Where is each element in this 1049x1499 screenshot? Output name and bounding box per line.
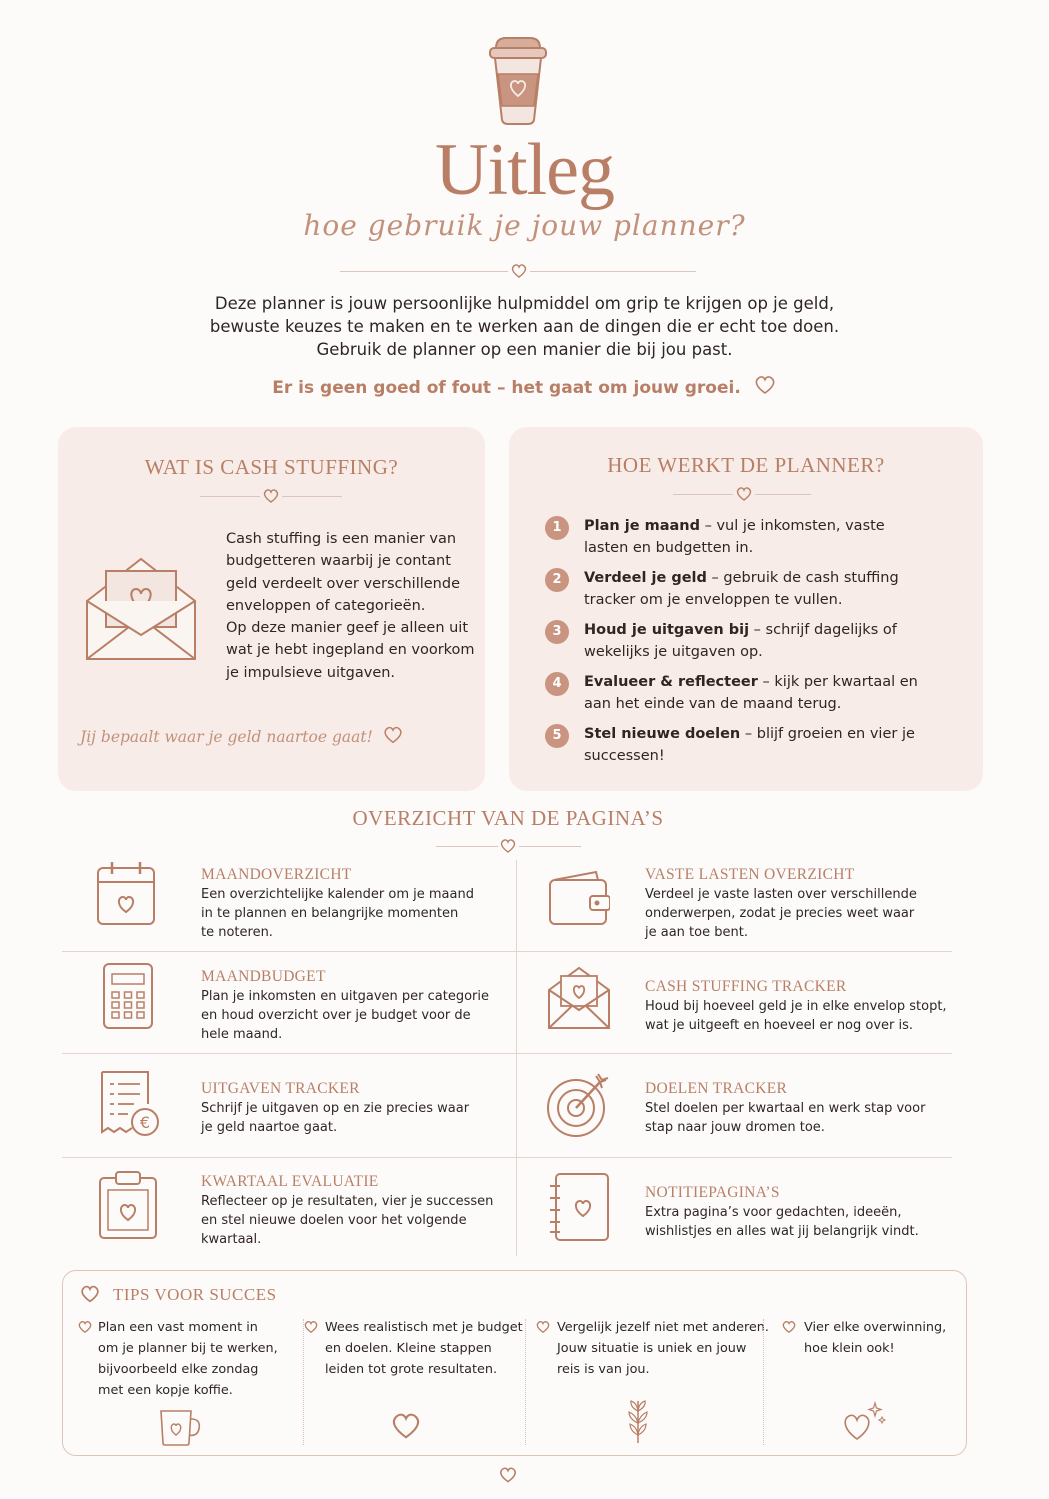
tip-line: Vergelijk jezelf niet met anderen.	[557, 1320, 769, 1335]
step-text	[584, 619, 924, 663]
mug-icon	[157, 1405, 205, 1447]
overview-item-desc	[201, 987, 501, 1044]
text-line: enveloppen of categorieën.	[226, 597, 426, 614]
how-it-works-title: HOE WERKT DE PLANNER?	[607, 453, 885, 477]
heart-outline-icon	[753, 374, 777, 396]
intro-line: Deze planner is jouw persoonlijke hulpmiddel om grip te krijgen op je geld,	[214, 294, 835, 313]
step-text	[584, 567, 924, 611]
tip-line: leiden tot grote resultaten.	[325, 1362, 498, 1377]
desc-line: en houd overzicht over je budget voor de	[201, 1008, 471, 1023]
overview-item-title: MAANDBUDGET	[201, 968, 326, 985]
heart-icon	[389, 1411, 423, 1441]
column-divider	[516, 860, 517, 1256]
tip-line: om je planner bij te werken,	[98, 1341, 278, 1356]
envelope-heart-icon	[84, 551, 198, 663]
tip-2	[325, 1317, 530, 1380]
tip-line: met een kopje koffie.	[98, 1383, 233, 1398]
cash-stuffing-panel	[58, 427, 485, 791]
desc-line: Stel doelen per kwartaal en werk stap voor	[645, 1101, 926, 1116]
tagline	[150, 374, 899, 402]
step-number: 2	[545, 568, 569, 592]
tip-separator	[303, 1319, 304, 1445]
overview-item-desc	[201, 1192, 501, 1249]
text-line: wat je hebt ingepland en voorkom	[226, 642, 475, 659]
divider-line	[340, 271, 508, 272]
overview-item-desc	[645, 885, 955, 942]
heart-outline-icon	[382, 725, 404, 745]
desc-line: je geld naartoe gaat.	[201, 1120, 338, 1135]
desc-line: Een overzichtelijke kalender om je maand	[201, 887, 474, 902]
overview-item-title: MAANDOVERZICHT	[201, 866, 352, 883]
desc-line: te noteren.	[201, 925, 273, 940]
desc-line: Verdeel je vaste lasten over verschillende	[645, 887, 917, 902]
footer-heart-icon	[498, 1466, 518, 1484]
step-3	[545, 619, 924, 663]
overview-item-desc	[645, 997, 955, 1035]
divider-line	[755, 494, 811, 495]
divider-line	[436, 846, 498, 847]
heart-outline-icon	[79, 1284, 101, 1304]
desc-line: Schrijf je uitgaven op en zie precies waar	[201, 1101, 470, 1116]
desc-line: wat je uitgeeft en hoeveel er nog over is.	[645, 1018, 914, 1033]
desc-line: Reflecteer op je resultaten, vier je successen	[201, 1194, 494, 1209]
heart-divider-icon	[499, 838, 517, 854]
tip-line: en doelen. Kleine stappen	[325, 1341, 492, 1356]
step-2	[545, 567, 924, 611]
intro-line: bewuste keuzes te maken en te werken aan de dingen die er echt toe doen.	[209, 317, 840, 336]
desc-line: Plan je inkomsten en uitgaven per categorie	[201, 989, 489, 1004]
tip-line: reis is van jou.	[557, 1362, 650, 1377]
tip-4	[804, 1317, 959, 1359]
step-text	[584, 515, 924, 559]
intro-text	[150, 292, 899, 361]
desc-line: Houd bij hoeveel geld je in elke envelop stopt,	[645, 999, 947, 1014]
overview-item-desc	[201, 1099, 501, 1137]
step-number: 4	[545, 672, 569, 696]
page-title: Uitleg	[435, 129, 614, 211]
step-bold: Verdeel je geld	[584, 570, 707, 586]
quote-text: Jij bepaalt waar je geld naartoe gaat!	[80, 728, 373, 746]
step-number: 3	[545, 620, 569, 644]
desc-line: hele maand.	[201, 1027, 283, 1042]
tips-box	[62, 1270, 967, 1456]
step-rest: – kijk per kwartaal en aan het einde van de maand terug.	[584, 674, 918, 712]
step-bold: Stel nieuwe doelen	[584, 726, 741, 742]
intro-line: Gebruik de planner op een manier die bij jou past.	[316, 340, 733, 359]
sparkle-heart-icon	[837, 1399, 887, 1445]
desc-line: Extra pagina’s voor gedachten, ideeën,	[645, 1205, 902, 1220]
tips-title: TIPS VOOR SUCCES	[113, 1285, 277, 1304]
svg-text:€: €	[139, 1113, 151, 1132]
tip-line: Jouw situatie is uniek en jouw	[557, 1341, 747, 1356]
cash-stuffing-text	[226, 528, 476, 684]
tip-3	[557, 1317, 772, 1380]
wallet-icon	[546, 866, 610, 936]
text-line: geld verdeelt over verschillende	[226, 575, 460, 592]
desc-line: kwartaal.	[201, 1232, 262, 1247]
quote	[80, 725, 470, 746]
heart-bullet-icon	[535, 1320, 551, 1334]
step-rest: – gebruik de cash stuffing tracker om je enveloppen te vullen.	[584, 570, 899, 608]
overview-item-title: UITGAVEN TRACKER	[201, 1080, 360, 1097]
tip-separator	[763, 1319, 764, 1445]
calendar-icon	[94, 860, 158, 930]
notebook-icon	[548, 1172, 612, 1242]
tip-line: Wees realistisch met je budget	[325, 1320, 523, 1335]
overview-item-desc	[201, 885, 501, 942]
clipboard-icon	[96, 1170, 160, 1240]
text-line: je impulsieve uitgaven.	[226, 664, 396, 681]
step-number: 1	[545, 516, 569, 540]
leaf-icon	[625, 1397, 651, 1445]
desc-line: je aan toe bent.	[645, 925, 748, 940]
step-5	[545, 723, 924, 767]
step-bold: Plan je maand	[584, 518, 700, 534]
tip-1	[98, 1317, 288, 1401]
desc-line: in te plannen en belangrijke momenten	[201, 906, 459, 921]
page-subtitle: hoe gebruik je jouw planner?	[303, 209, 746, 242]
receipt-euro-icon	[98, 1070, 162, 1140]
divider-line	[519, 846, 581, 847]
tip-line: Vier elke overwinning,	[804, 1320, 947, 1335]
text-line: Cash stuffing is een manier van	[226, 531, 457, 547]
overview-item-title: CASH STUFFING TRACKER	[645, 978, 847, 995]
divider-line	[200, 496, 260, 497]
text-line: budgetteren waarbij je contant	[226, 553, 451, 570]
desc-line: en stel nieuwe doelen voor het volgende	[201, 1213, 467, 1228]
step-bold: Houd je uitgaven bij	[584, 622, 750, 638]
heart-divider-icon	[510, 263, 528, 279]
overview-item-title: KWARTAAL EVALUATIE	[201, 1173, 379, 1190]
desc-line: wishlistjes en alles wat jij belangrijk vindt.	[645, 1224, 919, 1239]
calculator-icon	[96, 962, 160, 1032]
divider-line	[530, 271, 696, 272]
tip-separator	[525, 1319, 526, 1445]
row-divider	[62, 1053, 952, 1054]
step-text	[584, 671, 924, 715]
step-bold: Evalueer & reflecteer	[584, 674, 758, 690]
row-divider	[62, 951, 952, 952]
coffee-cup-icon	[478, 26, 558, 126]
divider-line	[282, 496, 342, 497]
step-rest: – schrijf dagelijks of wekelijks je uitgaven op.	[584, 622, 897, 660]
desc-line: stap naar jouw dromen toe.	[645, 1120, 825, 1135]
text-line: Op deze manier geef je alleen uit	[226, 620, 469, 637]
heart-bullet-icon	[781, 1320, 797, 1334]
overview-item-title: VASTE LASTEN OVERZICHT	[645, 866, 855, 883]
desc-line: onderwerpen, zodat je precies weet waar	[645, 906, 915, 921]
overview-title: OVERZICHT VAN DE PAGINA’S	[352, 806, 664, 830]
tip-line: hoe klein ook!	[804, 1341, 895, 1356]
heart-divider-icon	[735, 486, 753, 502]
cash-stuffing-title: WAT IS CASH STUFFING?	[144, 455, 399, 479]
overview-item-desc	[645, 1099, 955, 1137]
how-it-works-panel	[509, 427, 983, 791]
step-rest: – vul je inkomsten, vaste lasten en budgetten in.	[584, 518, 885, 556]
envelope-icon	[547, 962, 611, 1032]
tip-line: bijvoorbeeld elke zondag	[98, 1362, 259, 1377]
target-icon	[546, 1070, 610, 1140]
tagline-text: Er is geen goed of fout – het gaat om jouw groei.	[272, 378, 741, 398]
heart-bullet-icon	[303, 1320, 319, 1334]
divider-line	[673, 494, 733, 495]
tip-line: Plan een vast moment in	[98, 1320, 258, 1335]
row-divider	[62, 1157, 952, 1158]
step-4	[545, 671, 924, 715]
step-rest: – blijf groeien en vier je successen!	[584, 726, 915, 764]
overview-item-desc	[645, 1203, 955, 1241]
heart-divider-icon	[262, 488, 280, 504]
step-1	[545, 515, 924, 559]
heart-bullet-icon	[77, 1320, 93, 1334]
step-text	[584, 723, 924, 767]
overview-item-title: NOTITIEPAGINA’S	[645, 1184, 780, 1201]
overview-item-title: DOELEN TRACKER	[645, 1080, 788, 1097]
step-number: 5	[545, 724, 569, 748]
